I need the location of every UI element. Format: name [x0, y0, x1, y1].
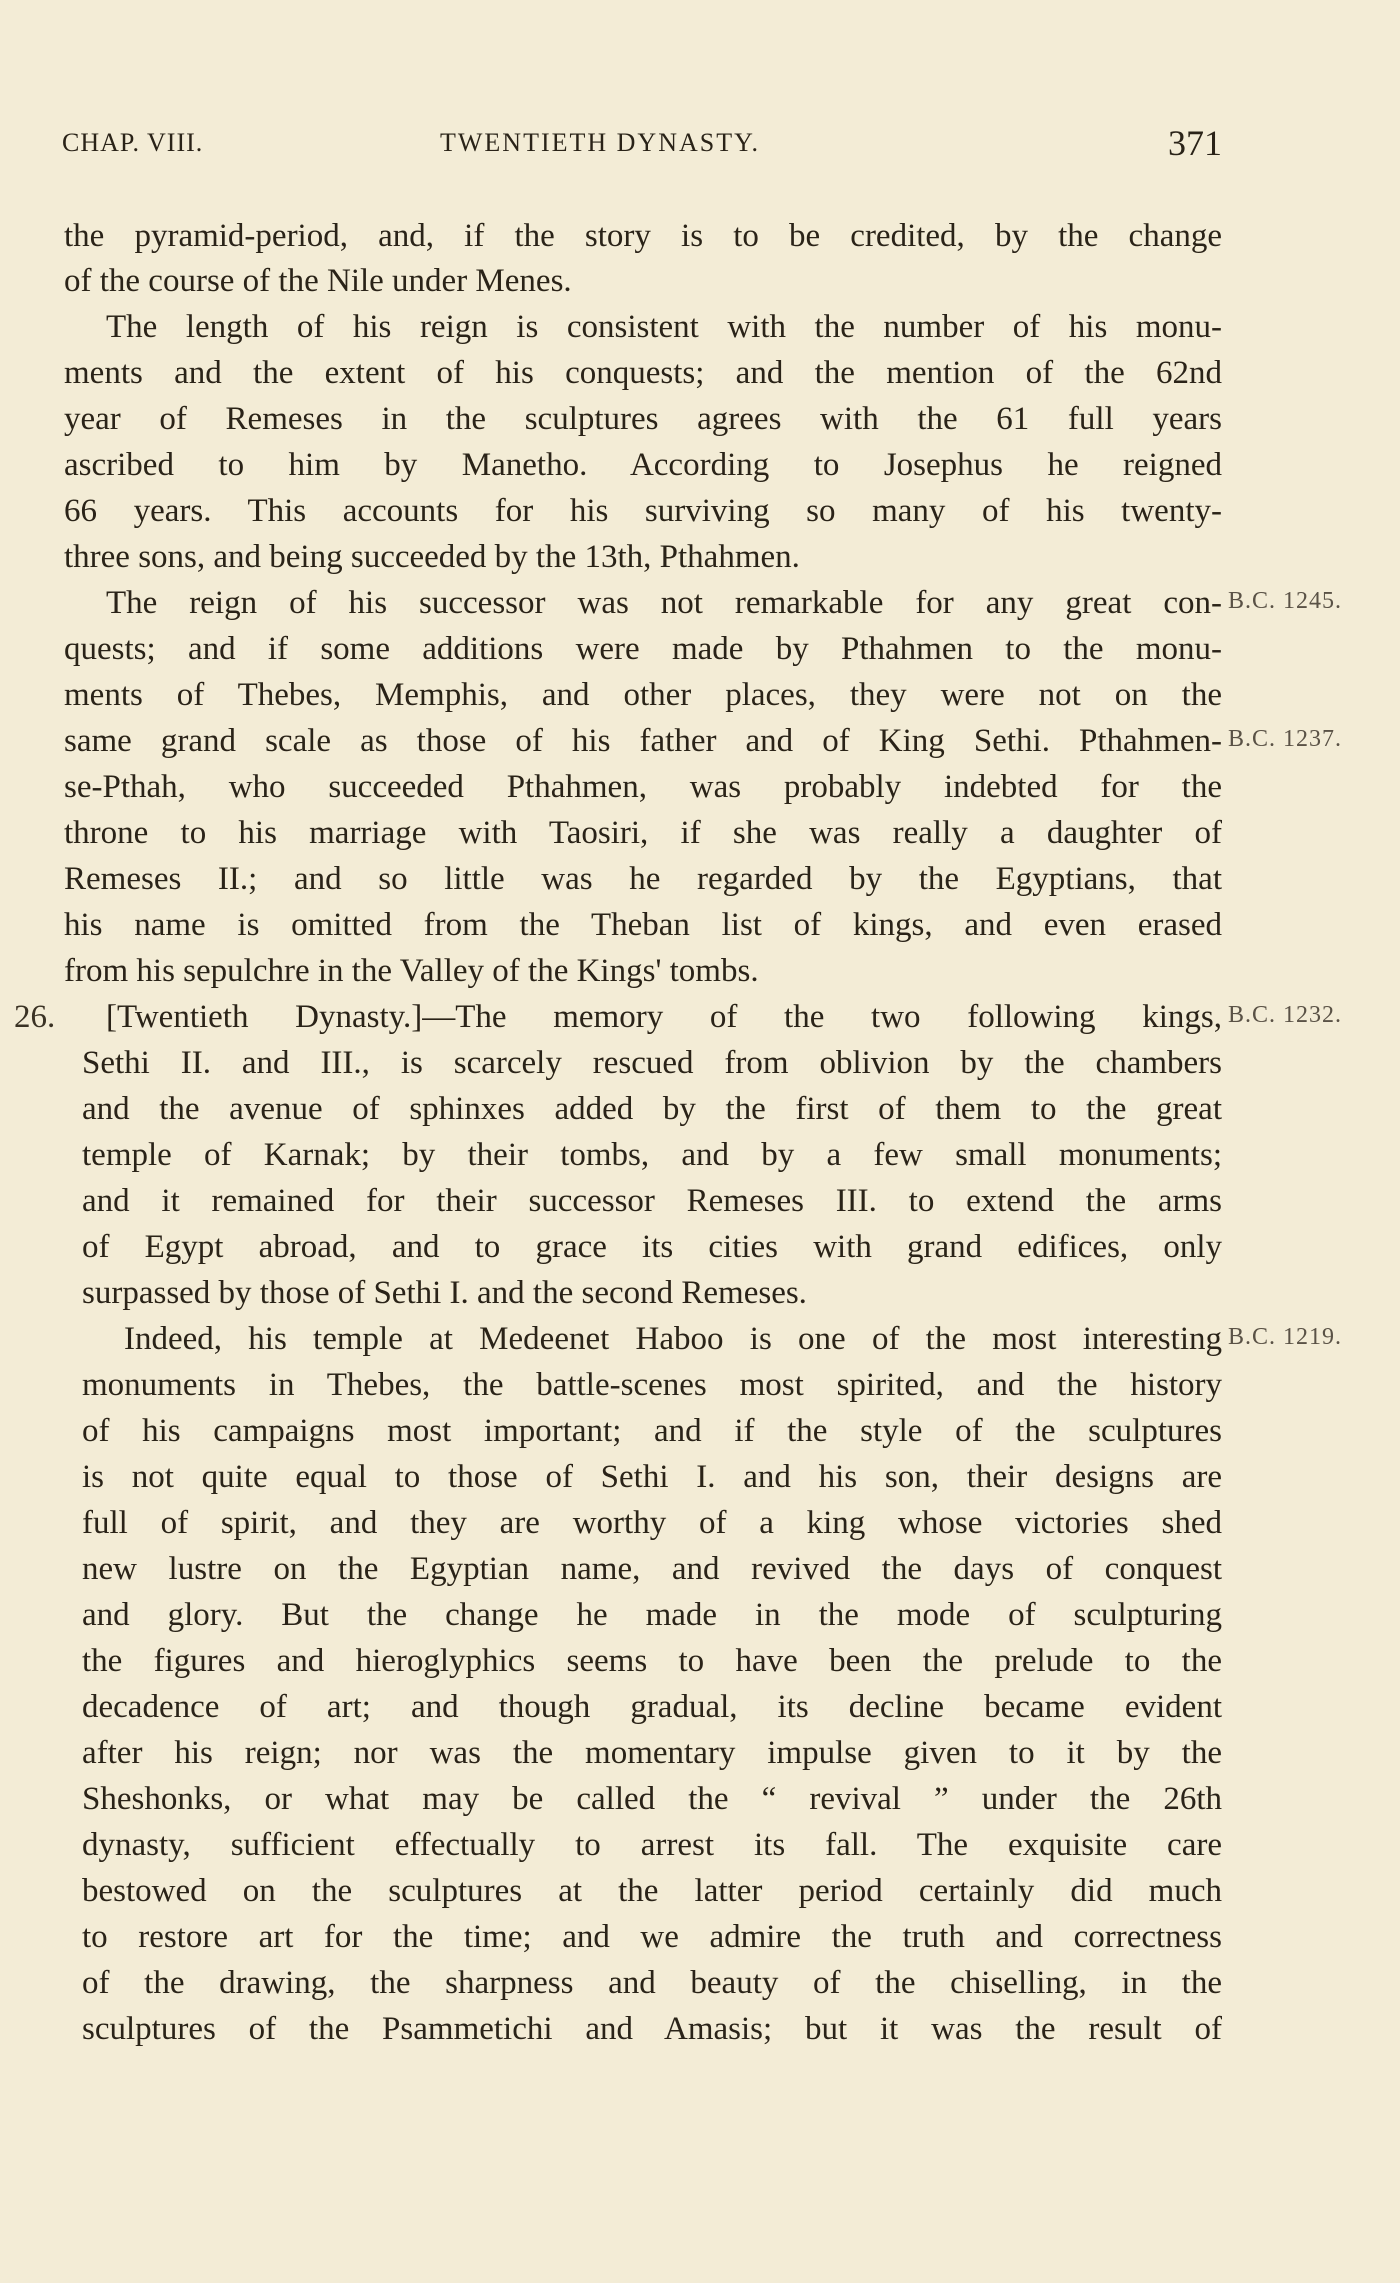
text-line: of the drawing, the sharpness and beauty of the chiselling, in the	[82, 1965, 1222, 2001]
margin-date: B.C. 1219.	[1228, 1324, 1343, 1350]
text-line: decadence of art; and though gradual, its decline became evident	[82, 1689, 1222, 1725]
page-number: 371	[1168, 123, 1222, 163]
text-line: year of Remeses in the sculptures agrees with the 61 full years	[64, 401, 1222, 437]
text-line: Sheshonks, or what may be called the “ revival ” under the 26th	[82, 1781, 1222, 1817]
text-line: and glory. But the change he made in the mode of sculpturing	[82, 1597, 1222, 1633]
text-line: three sons, and being succeeded by the 13th, Pthahmen.	[64, 539, 800, 575]
chapter-label: CHAP. VIII.	[62, 128, 204, 157]
text-line: The reign of his successor was not remarkable for any great con-	[106, 585, 1222, 621]
text-line: sculptures of the Psammetichi and Amasis; but it was the result of	[82, 2011, 1222, 2047]
text-line: bestowed on the sculptures at the latter period certainly did much	[82, 1873, 1222, 1909]
text-line: is not quite equal to those of Sethi I. and his son, their designs are	[82, 1459, 1222, 1495]
text-line: after his reign; nor was the momentary impulse given to it by the	[82, 1735, 1222, 1771]
text-line: quests; and if some additions were made by Pthahmen to the monu-	[64, 631, 1222, 667]
text-line: the figures and hieroglyphics seems to have been the prelude to the	[82, 1643, 1222, 1679]
text-line: to restore art for the time; and we admire the truth and correctness	[82, 1919, 1222, 1955]
text-line: dynasty, sufficient effectually to arrest its fall. The exquisite care	[82, 1827, 1222, 1863]
margin-date: B.C. 1245.	[1228, 588, 1343, 614]
text-line: new lustre on the Egyptian name, and revived the days of conquest	[82, 1551, 1222, 1587]
margin-date: B.C. 1237.	[1228, 726, 1343, 752]
text-line: [Twentieth Dynasty.]—The memory of the two following kings,	[106, 999, 1222, 1035]
running-header	[62, 123, 1222, 172]
margin-date: B.C. 1232.	[1228, 1002, 1343, 1028]
text-line: from his sepulchre in the Valley of the Kings' tombs.	[64, 953, 759, 989]
section-number: 26.	[14, 999, 56, 1035]
text-line: monuments in Thebes, the battle-scenes most spirited, and the history	[82, 1367, 1222, 1403]
text-line: ments of Thebes, Memphis, and other places, they were not on the	[64, 677, 1222, 713]
text-line: same grand scale as those of his father and of King Sethi. Pthahmen-	[64, 723, 1222, 759]
text-line: and the avenue of sphinxes added by the first of them to the great	[82, 1091, 1222, 1127]
text-line: The length of his reign is consistent with the number of his monu-	[106, 309, 1222, 345]
text-line: Remeses II.; and so little was he regarded by the Egyptians, that	[64, 861, 1222, 897]
text-line: se-Pthah, who succeeded Pthahmen, was probably indebted for the	[64, 769, 1222, 805]
text-line: full of spirit, and they are worthy of a king whose victories shed	[82, 1505, 1222, 1541]
text-line: of Egypt abroad, and to grace its cities with grand edifices, only	[82, 1229, 1222, 1265]
text-line: the pyramid-period, and, if the story is to be credited, by the change	[64, 218, 1222, 254]
text-line: temple of Karnak; by their tombs, and by a few small monuments;	[82, 1137, 1222, 1173]
text-line: and it remained for their successor Remeses III. to extend the arms	[82, 1183, 1222, 1219]
text-line: of the course of the Nile under Menes.	[64, 263, 572, 299]
text-line: throne to his marriage with Taosiri, if she was really a daughter of	[64, 815, 1222, 851]
text-line: his name is omitted from the Theban list of kings, and even erased	[64, 907, 1222, 943]
text-line: Sethi II. and III., is scarcely rescued from oblivion by the chambers	[82, 1045, 1222, 1081]
text-line: ments and the extent of his conquests; and the mention of the 62nd	[64, 355, 1222, 391]
running-title: TWENTIETH DYNASTY.	[440, 128, 761, 157]
text-line: 66 years. This accounts for his surviving so many of his twenty-	[64, 493, 1222, 529]
text-line: Indeed, his temple at Medeenet Haboo is one of the most interesting	[124, 1321, 1222, 1357]
text-line: ascribed to him by Manetho. According to Josephus he reigned	[64, 447, 1222, 483]
text-line: surpassed by those of Sethi I. and the second Remeses.	[82, 1275, 807, 1311]
text-line: of his campaigns most important; and if the style of the sculptures	[82, 1413, 1222, 1449]
